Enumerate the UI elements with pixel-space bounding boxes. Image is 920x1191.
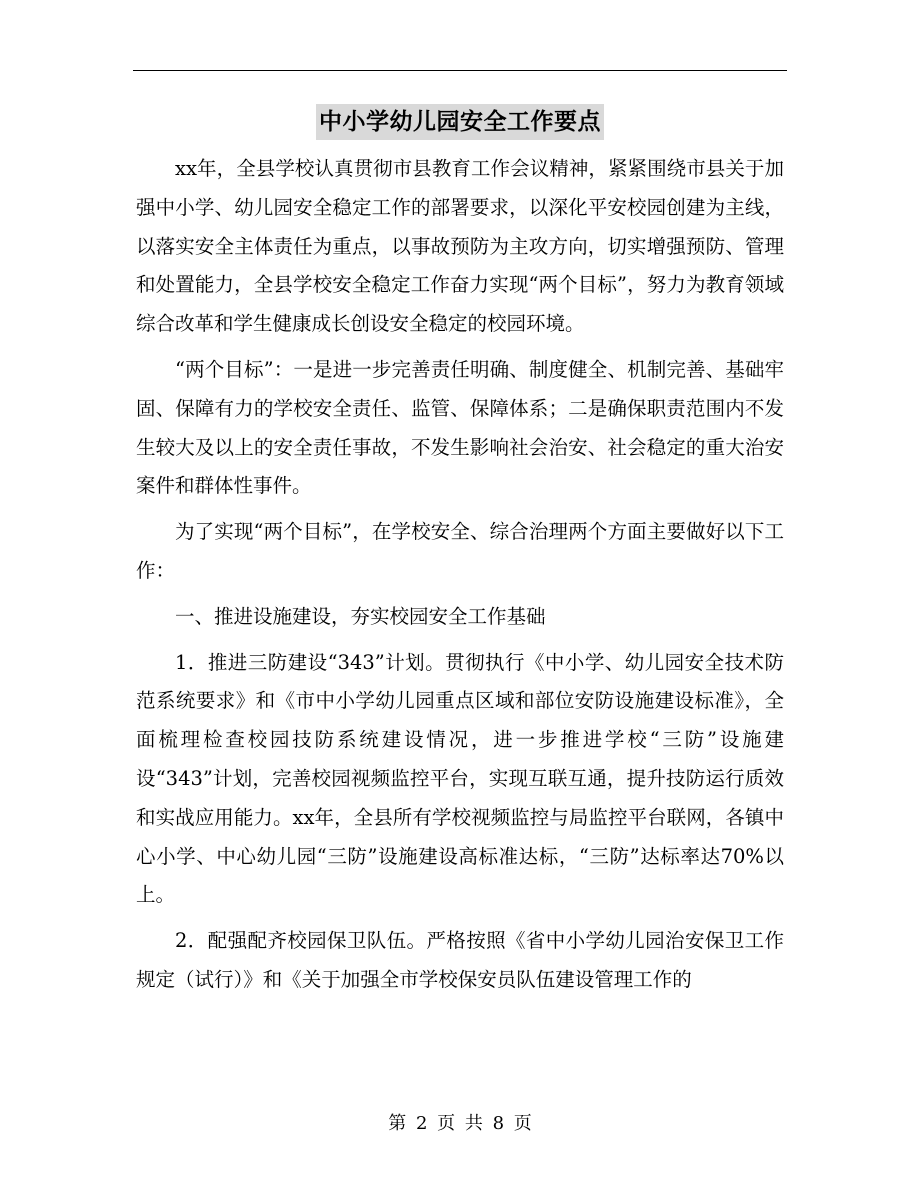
header-rule — [133, 70, 787, 71]
page-footer: 第 2 页 共 8 页 — [388, 1113, 532, 1134]
document-title: 中小学幼儿园安全工作要点 — [316, 104, 604, 140]
paragraph-work-intro: 为了实现“两个目标”，在学校安全、综合治理两个方面主要做好以下工作： — [136, 520, 784, 582]
section-heading-1: 一、推进设施建设，夯实校园安全工作基础 — [175, 604, 546, 628]
document-body — [136, 150, 784, 1007]
paragraph-item-1: 1．推进三防建设“343”计划。贯彻执行《中小学、幼儿园安全技术防范系统要求》和《市中小学幼儿园重点区域和部位安防设施建设标准》，全面梳理检查校园技防系统建设情况，进一步推进学校“三防”设施建设“343”计划，完善校园视频监控平台，实现互联互通，提升技防运行质效和实战应用能力。xx年，全县所有学校视频监控与局监控平台联网，各镇中心小学、中心幼儿园“三防”设施建设高标准达标，“三防”达标率达70%以上。 — [136, 650, 784, 907]
title-container — [0, 104, 920, 140]
paragraph-item-2: 2．配强配齐校园保卫队伍。严格按照《省中小学幼儿园治安保卫工作规定（试行）》和《关于加强全市学校保安员队伍建设管理工作的 — [136, 929, 784, 991]
paragraph-intro: xx年，全县学校认真贯彻市县教育工作会议精神，紧紧围绕市县关于加强中小学、幼儿园安全稳定工作的部署要求，以深化平安校园创建为主线，以落实安全主体责任为重点，以事故预防为主攻方向，切实增强预防、管理和处置能力，全县学校安全稳定工作奋力实现“两个目标”，努力为教育领域综合改革和学生健康成长创设安全稳定的校园环境。 — [136, 157, 784, 336]
paragraph-two-goals: “两个目标”：一是进一步完善责任明确、制度健全、机制完善、基础牢固、保障有力的学校安全责任、监管、保障体系；二是确保职责范围内不发生较大及以上的安全责任事故，不发生影响社会治安、社会稳定的重大治安案件和群体性事件。 — [136, 357, 784, 498]
